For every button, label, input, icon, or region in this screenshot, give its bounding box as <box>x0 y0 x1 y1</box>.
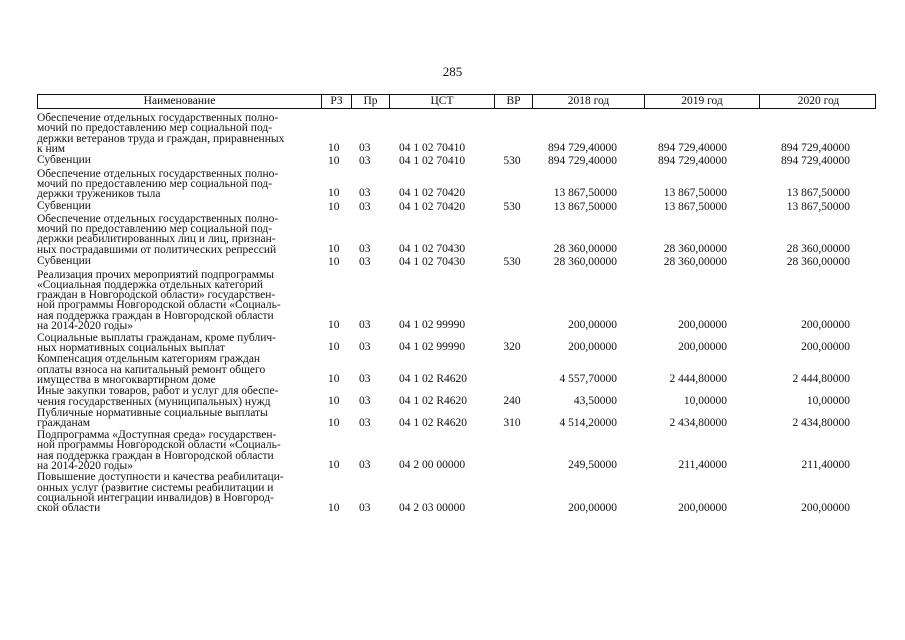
cell-vr: 530 <box>503 200 521 213</box>
cell-2019: 2 434,80000 <box>669 416 727 429</box>
cell-2018: 249,50000 <box>568 459 617 472</box>
cell-pr: 03 <box>359 394 371 407</box>
row-name-line: социальной интеграции инвалидов) в Новгород- <box>37 491 274 504</box>
cell-2020: 200,00000 <box>801 319 850 332</box>
row-name-line: «Социальная поддержка отдельных категорий <box>37 278 264 291</box>
row-name-line: Обеспечение отдельных государственных полно- <box>37 212 279 225</box>
table-row <box>37 408 876 429</box>
cell-cst: 04 1 02 R4620 <box>399 416 468 429</box>
cell-pr: 03 <box>359 187 371 200</box>
cell-2019: 200,00000 <box>678 341 727 354</box>
table-row <box>37 354 876 385</box>
cell-2018: 13 867,50000 <box>553 200 617 213</box>
cell-rz: 10 <box>328 256 340 269</box>
row-values <box>37 201 876 213</box>
cell-vr: 310 <box>503 416 521 429</box>
header-pr: Пр <box>352 95 390 108</box>
row-name-line: к ним <box>37 142 66 155</box>
cell-rz: 10 <box>328 341 340 354</box>
cell-2018: 13 867,50000 <box>553 187 617 200</box>
cell-2020: 28 360,00000 <box>786 243 850 256</box>
row-name-line: онных услуг (развитие системы реабилитации и <box>37 481 274 494</box>
header-rz: РЗ <box>322 95 352 108</box>
cell-2018: 200,00000 <box>568 501 617 514</box>
cell-2018: 4 557,70000 <box>559 373 617 386</box>
table-row <box>37 256 876 268</box>
cell-2020: 2 434,80000 <box>792 416 850 429</box>
row-values <box>37 155 876 167</box>
row-name-line: оплаты взноса на капитальный ремонт общего <box>37 363 266 376</box>
header-name: Наименование <box>38 95 322 108</box>
cell-vr: 320 <box>503 341 521 354</box>
row-values <box>37 459 876 471</box>
row-name-line: Социальные выплаты гражданам, кроме публич- <box>37 331 276 344</box>
cell-2019: 200,00000 <box>678 501 727 514</box>
row-name-line: ной программы Новгородской области «Социаль- <box>37 299 281 312</box>
row-name-line: мочий по предоставлению мер социальной под- <box>37 223 273 236</box>
cell-vr: 240 <box>503 394 521 407</box>
cell-2018: 28 360,00000 <box>553 243 617 256</box>
cell-rz: 10 <box>328 394 340 407</box>
table-row <box>37 201 876 213</box>
cell-cst: 04 1 02 R4620 <box>399 373 468 386</box>
cell-2019: 13 867,50000 <box>663 200 727 213</box>
cell-2018: 894 729,40000 <box>548 155 617 168</box>
cell-pr: 03 <box>359 243 371 256</box>
row-values <box>37 256 876 268</box>
row-name-line: Субвенции <box>37 255 91 268</box>
header-vr: ВР <box>495 95 533 108</box>
cell-2019: 13 867,50000 <box>663 187 727 200</box>
header-2019: 2019 год <box>645 95 760 108</box>
row-name-line: на 2014-2020 годы» <box>37 459 134 472</box>
table-row <box>37 333 876 354</box>
cell-2018: 894 729,40000 <box>548 142 617 155</box>
table-row <box>37 169 876 200</box>
cell-rz: 10 <box>328 243 340 256</box>
cell-2020: 200,00000 <box>801 341 850 354</box>
cell-2018: 43,50000 <box>573 394 617 407</box>
cell-2020: 894 729,40000 <box>781 142 850 155</box>
cell-2020: 211,40000 <box>801 459 850 472</box>
row-name-line: мочий по предоставлению мер социальной под- <box>37 122 273 135</box>
header-cst: ЦСТ <box>390 95 495 108</box>
cell-pr: 03 <box>359 200 371 213</box>
row-values <box>37 243 876 255</box>
row-name-line: Компенсация отдельным категориям граждан <box>37 353 261 366</box>
cell-pr: 03 <box>359 416 371 429</box>
row-name-line: ная поддержка граждан в Новгородской области <box>37 449 274 462</box>
row-values <box>37 417 876 429</box>
page-number: 285 <box>442 64 463 79</box>
row-name-line: на 2014-2020 годы» <box>37 319 134 332</box>
table-row <box>37 214 876 255</box>
cell-2018: 28 360,00000 <box>553 256 617 269</box>
cell-2020: 28 360,00000 <box>786 256 850 269</box>
cell-2019: 28 360,00000 <box>663 256 727 269</box>
cell-2019: 28 360,00000 <box>663 243 727 256</box>
row-name-line: граждан в Новгородской области» государствен- <box>37 289 276 302</box>
table-row <box>37 386 876 407</box>
header-2018: 2018 год <box>533 95 645 108</box>
cell-cst: 04 1 02 70430 <box>399 243 466 256</box>
cell-cst: 04 1 02 99990 <box>399 341 466 354</box>
cell-pr: 03 <box>359 142 371 155</box>
cell-2018: 200,00000 <box>568 341 617 354</box>
row-name-line: мочий по предоставлению мер социальной под- <box>37 177 273 190</box>
row-name-line: Повышение доступности и качества реабилитаци- <box>37 471 284 484</box>
row-name-line: Субвенции <box>37 154 91 167</box>
row-values <box>37 187 876 199</box>
row-name-line: Иные закупки товаров, работ и услуг для обеспе- <box>37 385 279 398</box>
cell-cst: 04 1 02 70420 <box>399 200 466 213</box>
cell-pr: 03 <box>359 341 371 354</box>
cell-rz: 10 <box>328 155 340 168</box>
cell-rz: 10 <box>328 501 340 514</box>
row-name-line: Публичные нормативные социальные выплаты <box>37 407 268 420</box>
table-row <box>37 472 876 513</box>
cell-cst: 04 1 02 99990 <box>399 319 466 332</box>
table-header <box>37 94 876 109</box>
cell-2020: 10,00000 <box>806 394 850 407</box>
cell-2019: 2 444,80000 <box>669 373 727 386</box>
cell-2019: 200,00000 <box>678 319 727 332</box>
table-row <box>37 430 876 471</box>
cell-rz: 10 <box>328 459 340 472</box>
cell-2020: 200,00000 <box>801 501 850 514</box>
row-name-line: Реализация прочих мероприятий подпрограммы <box>37 268 274 281</box>
row-name-line: ная поддержка граждан в Новгородской области <box>37 309 274 322</box>
cell-rz: 10 <box>328 187 340 200</box>
row-name-line: чения государственных (муниципальных) нужд <box>37 395 271 408</box>
cell-2020: 13 867,50000 <box>786 200 850 213</box>
cell-2019: 10,00000 <box>683 394 727 407</box>
cell-cst: 04 1 02 70410 <box>399 142 466 155</box>
cell-cst: 04 1 02 70430 <box>399 256 466 269</box>
table-row <box>37 113 876 154</box>
table-row <box>37 155 876 167</box>
cell-cst: 04 1 02 70420 <box>399 187 466 200</box>
cell-2020: 13 867,50000 <box>786 187 850 200</box>
cell-pr: 03 <box>359 373 371 386</box>
row-name-line: имущества в многоквартирном доме <box>37 373 216 386</box>
cell-rz: 10 <box>328 142 340 155</box>
table-row <box>37 270 876 332</box>
cell-pr: 03 <box>359 256 371 269</box>
header-2020: 2020 год <box>797 95 840 107</box>
row-name-line: ной программы Новгородской области «Социаль- <box>37 439 281 452</box>
cell-2020: 894 729,40000 <box>781 155 850 168</box>
cell-cst: 04 1 02 R4620 <box>399 394 468 407</box>
row-values <box>37 502 876 514</box>
row-name-line: Обеспечение отдельных государственных полно- <box>37 167 279 180</box>
row-name-line: ской области <box>37 502 101 515</box>
cell-pr: 03 <box>359 501 371 514</box>
cell-2020: 2 444,80000 <box>792 373 850 386</box>
cell-2018: 200,00000 <box>568 319 617 332</box>
cell-vr: 530 <box>503 155 521 168</box>
cell-pr: 03 <box>359 459 371 472</box>
row-name-line: ных пострадавшими от политических репрессий <box>37 243 277 256</box>
row-name-line: ных нормативных социальных выплат <box>37 341 225 354</box>
row-values <box>37 395 876 407</box>
row-name-line: Обеспечение отдельных государственных полно- <box>37 112 279 124</box>
cell-cst: 04 2 03 00000 <box>399 501 466 514</box>
row-values <box>37 142 876 154</box>
row-name-line: Подпрограмма «Доступная среда» государствен- <box>37 429 277 441</box>
row-name-line: Субвенции <box>37 199 91 212</box>
cell-2019: 894 729,40000 <box>658 142 727 155</box>
cell-rz: 10 <box>328 373 340 386</box>
cell-cst: 04 2 00 00000 <box>399 459 466 472</box>
cell-pr: 03 <box>359 155 371 168</box>
cell-rz: 10 <box>328 416 340 429</box>
row-values <box>37 319 876 331</box>
row-name-line: держки реабилитированных лиц и лиц, признан- <box>37 233 276 246</box>
row-name-line: держки тружеников тыла <box>37 188 161 201</box>
cell-rz: 10 <box>328 319 340 332</box>
cell-2019: 211,40000 <box>678 459 727 472</box>
row-values <box>37 373 876 385</box>
cell-rz: 10 <box>328 200 340 213</box>
row-name-line: держки ветеранов труда и граждан, приравненных <box>37 132 285 145</box>
cell-2019: 894 729,40000 <box>658 155 727 168</box>
cell-cst: 04 1 02 70410 <box>399 155 466 168</box>
cell-2018: 4 514,20000 <box>559 416 617 429</box>
row-values <box>37 341 876 353</box>
cell-vr: 530 <box>503 256 521 269</box>
cell-pr: 03 <box>359 319 371 332</box>
row-name-line: гражданам <box>37 417 91 430</box>
